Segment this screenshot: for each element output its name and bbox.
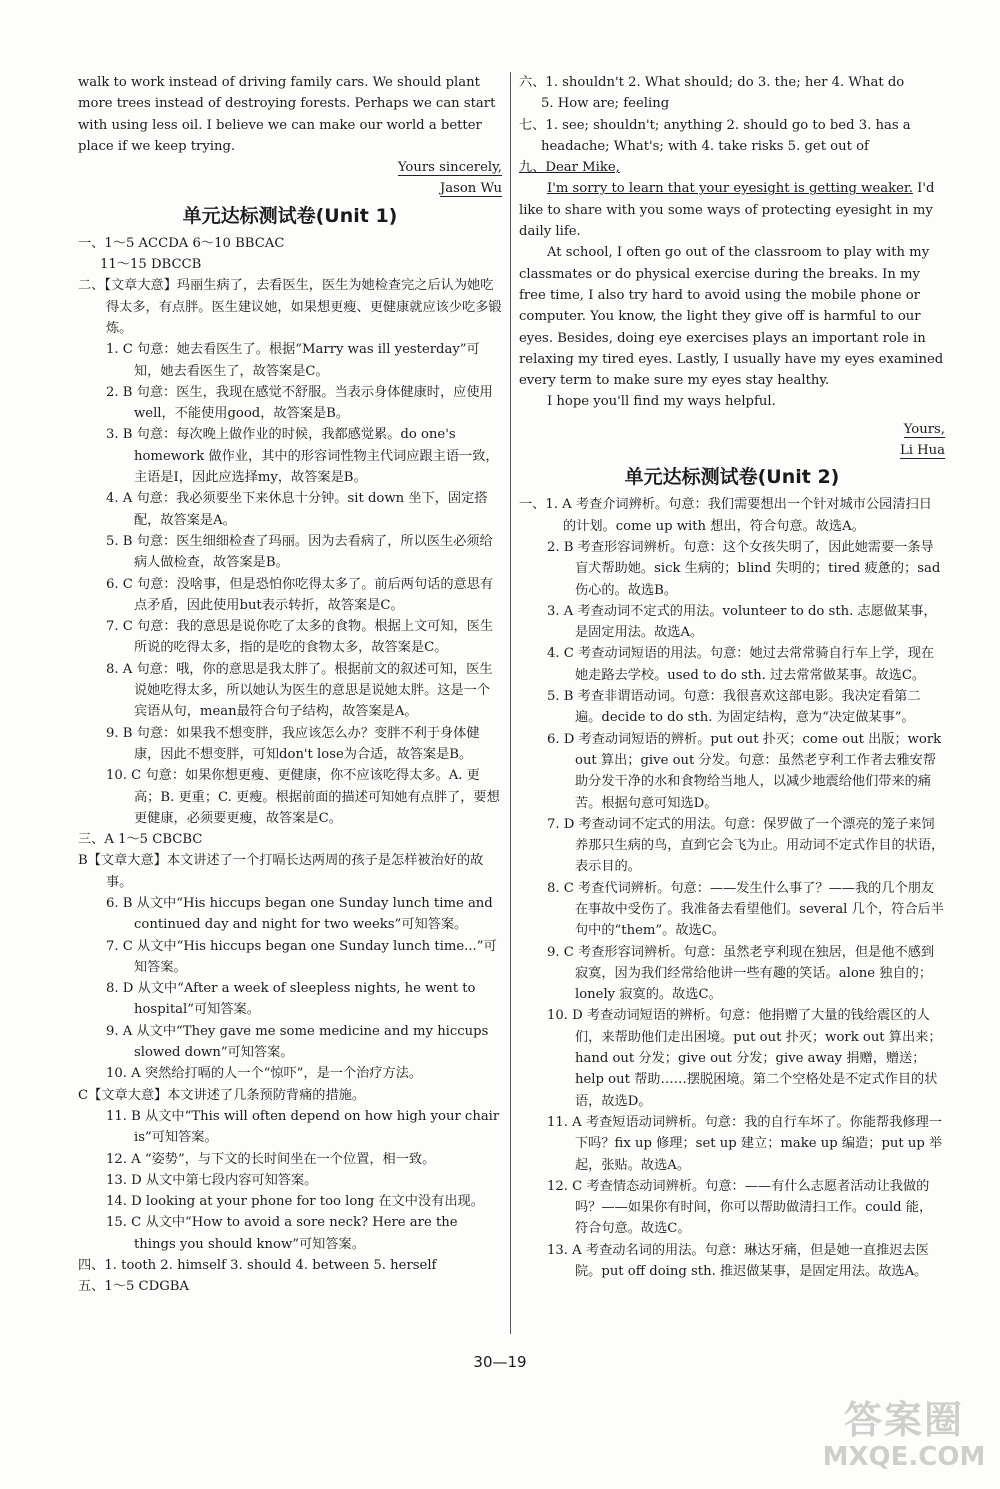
column-divider (510, 72, 511, 1334)
section-6-answers-cont: 5. How are; feeling (541, 96, 670, 112)
explanation-item: 8. C 考查代词辨析。句意：——发生什么事了？——我的几个朋友在事故中受伤了。我准备去看望他们。several 几个，符合后半句中的“them”。故选C。 (547, 880, 944, 939)
explanation-item: 4. C 考查动词短语的用法。句意：她过去常常骑自行车上学，现在她走路去学校。used to do sth. 过去常常做某事。故选C。 (547, 646, 935, 683)
section-6-answers: 六、1. shouldn't 2. What should; do 3. the; her 4. What do (519, 75, 905, 90)
left-column (78, 72, 502, 1298)
explanation-item: 2. B 句意：医生，我现在感觉不舒服。当表示身体健康时，应使用well，不能使用good，故答案是B。 (106, 384, 493, 422)
section-2-summary: 二、【文章大意】玛丽生病了，去看医生，医生为她检查完之后认为她吃得太多，有点胖。医生建议她，如果想更瘦、更健康就应该少吃多锻炼。 (78, 278, 502, 336)
letter-signature: Jason Wu (439, 181, 502, 197)
section-5-answers: 五、1～5 CDGBA (78, 1279, 189, 1295)
explanation-item: 1. C 句意：她去看医生了。根据“Marry was ill yesterday”可知，她去看医生了，故答案是C。 (106, 342, 480, 379)
unit1-test-title: 单元达标测试卷(Unit 1) (182, 204, 398, 227)
explanation-item: 11. A 考查短语动词辨析。句意：我的自行车坏了。你能帮我修理一下吗？fix up 修理；set up 建立；make up 编造；put up 举起，张贴。故选A。 (547, 1114, 943, 1173)
letter-signature: Li Hua (899, 443, 945, 459)
explanation-item: 14. D looking at your phone for too long 在文中没有出现。 (106, 1194, 484, 1210)
section-1-answers-cont: 11～15 DBCCB (100, 257, 202, 273)
letter-closing: Yours sincerely, (397, 160, 502, 176)
explanation-item: 10. D 考查动词短语的辨析。句意：他捐赠了大量的钱给震区的人们，来帮助他们走出困境。put out 扑灭；work out 算出来；hand out 分发；give out 分发；give away 捐赠，赠送；help out 帮助……摆脱困境。第二个空格处是不定式作目的状语，故选D。 (547, 1008, 942, 1109)
explanation-item: 9. C 考查形容词辨析。句意：虽然老亨利现在独居，但是他不感到寂寞，因为我们经常给他讲一些有趣的笑话。alone 独自的；lonely 寂寞的。故选C。 (547, 944, 935, 1003)
section-3-answers: 三、A 1～5 CBCBC (78, 832, 203, 848)
unit2-test-title: 单元达标测试卷(Unit 2) (624, 466, 840, 489)
letter-ending: walk to work instead of driving family cars. We should plant more trees instead of destroying forests. Perhaps we can start with using less oil. I believe we can make our world a better place if we keep trying. (78, 75, 496, 154)
explanation-item: 10. A 突然给打嗝的人一个“惊吓”，是一个治疗方法。 (106, 1066, 423, 1082)
letter-paragraph-3: I hope you'll find my ways helpful. (547, 394, 776, 410)
letter-paragraph-1: I'm sorry to learn that your eyesight is getting weaker. I'd like to share with you some ways of protecting eyesight in my daily life. (519, 181, 935, 240)
explanation-item: 7. C 句意：我的意思是说你吃了太多的食物。根据上文可知，医生所说的吃得太多，指的是吃的食物太多，故答案是C。 (106, 619, 494, 656)
right-column (519, 72, 945, 1282)
explanation-item: 13. A 考查动名词的用法。句意：琳达牙痛，但是她一直推迟去医院。put off doing sth. 推迟做某事，是固定用法。故选A。 (547, 1242, 929, 1280)
letter-paragraph-2: At school, I often go out of the classroom to play with my classmates or do physical exercise during the breaks. In my free time, I also try hard to avoid using the mobile phone or computer. You know, the light they give off is harmful to our eyes. Besides, doing eye exercises plays an important role in relaxing my tired eyes. Lastly, I usually have my eyes examined every term to make sure my eyes stay healthy. (519, 245, 944, 389)
explanation-item: 7. D 考查动词不定式的用法。句意：保罗做了一个漂亮的笼子来饲养那只生病的鸟，直到它会飞为止。用动词不定式作目的状语，表示目的。 (547, 816, 945, 875)
explanation-item: 9. A 从文中“They gave me some medicine and my hiccups slowed down”可知答案。 (106, 1023, 489, 1061)
explanation-item: 12. A “姿势”，与下文的长时间坐在一个位置，相一致。 (106, 1151, 436, 1167)
explanation-item: 4. A 句意：我必须要坐下来休息十分钟。sit down 坐下，固定搭配，故答案是A。 (106, 491, 488, 528)
explanation-item: 9. B 句意：如果我不想变胖，我应该怎么办？变胖不利于身体健康，因此不想变胖，可知don't lose为合适，故答案是B。 (106, 725, 480, 762)
explanation-item: 12. C 考查情态动词辨析。句意：——有什么志愿者活动让我做的吗？——如果你有时间，你可以帮助做清扫工作。could 能，符合句意。故选C。 (547, 1178, 933, 1237)
explanation-item: 5. B 考查非谓语动词。句意：我很喜欢这部电影。我决定看第二遍。decide to do sth. 为固定结构，意为“决定做某事”。 (547, 689, 921, 726)
section-4-answers: 四、1. tooth 2. himself 3. should 4. between 5. herself (78, 1258, 437, 1274)
explanation-item: 10. C 句意：如果你想更瘦、更健康，你不应该吃得太多。A. 更高；B. 更重；C. 更瘦。根据前面的描述可知她有点胖了，要想更健康，必须要更瘦，故答案是C。 (106, 768, 500, 826)
explanation-item: 7. C 从文中“His hiccups began one Sunday lunch time...”可知答案。 (106, 938, 497, 975)
explanation-item: 8. A 句意：哦，你的意思是我太胖了。根据前文的叙述可知，医生说她吃得太多，所以她认为医生的意思是说她太胖。这是一个宾语从句，mean最符合句子结构，故答案是A。 (106, 661, 493, 720)
watermark-url: MXQE.COM (822, 1442, 986, 1472)
page-number: 30—19 (473, 1353, 527, 1371)
explanation-item: 6. C 句意：没啥事，但是恐怕你吃得太多了。前后两句话的意思有点矛盾，因此使用but表示转折，故答案是C。 (106, 576, 494, 613)
explanation-item: 13. D 从文中第七段内容可知答案。 (106, 1172, 318, 1188)
explanation-item: 15. C 从文中“How to avoid a sore neck? Here are the things you should know”可知答案。 (106, 1215, 458, 1252)
explanation-item: 3. B 句意：每次晚上做作业的时候，我都感觉累。do one's homework 做作业，其中的形容词性物主代词应跟主语一致，主语是I，因此应选择my，故答案是B。 (106, 427, 499, 486)
explanation-item: 11. B 从文中“This will often depend on how high your chair is”可知答案。 (106, 1108, 500, 1146)
explanation-item: 2. B 考查形容词辨析。句意：这个女孩失明了，因此她需要一条导盲犬帮助她。sick 生病的；blind 失明的；tired 疲惫的；sad 伤心的。故选B。 (547, 539, 941, 598)
section-3-summary-b: B【文章大意】本文讲述了一个打嗝长达两周的孩子是怎样被治好的故事。 (78, 853, 484, 890)
section-3-summary-c: C【文章大意】本文讲述了几条预防背痛的措施。 (78, 1087, 366, 1103)
watermark-logo (818, 1398, 990, 1480)
explanation-item: 8. D 从文中“After a week of sleepless nights, he went to hospital”可知答案。 (106, 981, 476, 1018)
section-7-answers: 七、1. see; shouldn't; anything 2. should go to bed 3. has a headache; What's; with 4. take risks 5. get out of (519, 117, 911, 154)
watermark-text: 答案圈 (843, 1398, 964, 1442)
section-9-salutation: 九、Dear Mike, (519, 160, 620, 176)
explanation-item: 6. B 从文中“His hiccups began one Sunday lunch time and continued day and night for two weeks”可知答案。 (106, 895, 493, 933)
section-1-answers: 一、1～5 ACCDA 6～10 BBCAC (78, 235, 285, 251)
explanation-item: 6. D 考查动词短语的辨析。put out 扑灭；come out 出版；work out 算出；give out 分发。句意：虽然老亨利工作者去雅安帮助分发干净的水和食物给当地人，以减少地震给他们带来的痛苦。根据句意可知选D。 (547, 731, 942, 811)
explanation-item: 一、1. A 考查介词辨析。句意：我们需要想出一个针对城市公园清扫日的计划。come up with 想出，符合句意。故选A。 (519, 497, 932, 534)
letter-closing: Yours, (903, 421, 945, 437)
explanation-item: 3. A 考查动词不定式的用法。volunteer to do sth. 志愿做某事，是固定用法。故选A。 (547, 603, 937, 641)
explanation-item: 5. B 句意：医生细细检查了玛丽。因为去看病了，所以医生必须给病人做检查，故答案是B。 (106, 533, 493, 571)
